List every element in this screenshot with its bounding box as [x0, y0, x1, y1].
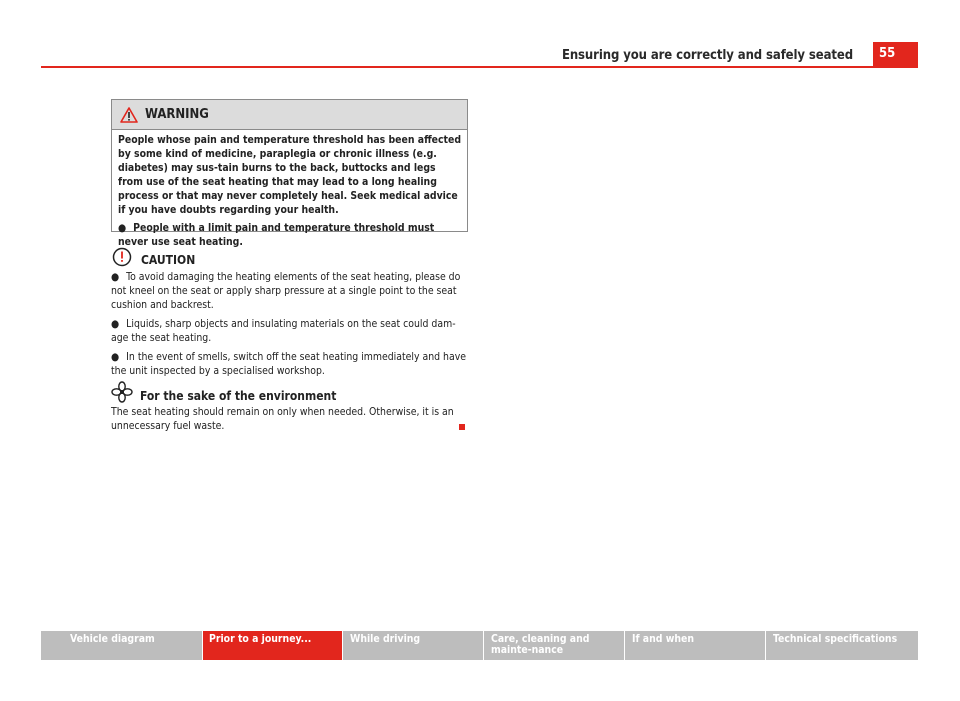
caution-item-text: Liquids, sharp objects and insulating materials on the seat could dam-age the seat heating.: [111, 318, 456, 344]
warning-triangle-icon: [120, 107, 138, 123]
nav-tab-vehicle-diagram[interactable]: Vehicle diagram: [41, 631, 202, 660]
caution-item-text: In the event of smells, switch off the seat heating immediately and have the unit inspected by a specialised workshop.: [111, 351, 466, 377]
caution-item: [111, 350, 468, 378]
nav-tab-technical-specifications[interactable]: Technical specifications: [766, 631, 918, 660]
chapter-nav: [41, 631, 918, 660]
caution-section: [111, 245, 468, 383]
bullet-icon: ●: [118, 222, 127, 234]
nav-tab-prior-to-journey[interactable]: Prior to a journey...: [203, 631, 342, 660]
warning-paragraph: People whose pain and temperature threshold has been affected by some kind of medicine, paraplegia or chronic illness (e.g. diabetes) may sus-tain burns to the back, buttocks and legs from use of the seat heating that may lead to a long healing process or that may never completely heal. Seek medical advice if you have doubts regarding your health.: [118, 134, 462, 216]
warning-header: [112, 100, 467, 130]
bullet-icon: ●: [111, 351, 120, 363]
warning-box: [111, 99, 468, 248]
header-rule: [41, 66, 918, 68]
warning-bullet-text: People with a limit pain and temperature threshold must never use seat heating.: [118, 222, 435, 248]
nav-tab-while-driving[interactable]: While driving: [343, 631, 483, 660]
caution-body: [111, 270, 468, 378]
nav-tab-care-cleaning[interactable]: Care, cleaning and mainte-nance: [484, 631, 624, 660]
environment-text: The seat heating should remain on only when needed. Otherwise, it is an unnecessary fuel waste.: [111, 406, 454, 432]
environment-section: [111, 381, 468, 433]
caution-header: [111, 245, 468, 267]
caution-item-text: To avoid damaging the heating elements of the seat heating, please do not kneel on the seat or apply sharp pressure at a single point to the seat cushion and backrest.: [111, 271, 461, 311]
environment-flower-icon: [111, 381, 133, 403]
caution-item: [111, 317, 468, 345]
page-header-title: Ensuring you are correctly and safely seated: [561, 48, 853, 63]
section-end-marker: [459, 424, 465, 430]
caution-item: [111, 270, 468, 312]
caution-exclamation-icon: [112, 247, 132, 267]
warning-body: [112, 130, 467, 249]
page-number: 55: [873, 42, 918, 66]
nav-tab-if-and-when[interactable]: If and when: [625, 631, 765, 660]
bullet-icon: ●: [111, 318, 120, 330]
caution-title: CAUTION: [141, 253, 196, 267]
environment-header: [111, 381, 468, 403]
bullet-icon: ●: [111, 271, 120, 283]
environment-title: For the sake of the environment: [140, 389, 337, 403]
warning-title: WARNING: [145, 107, 209, 122]
